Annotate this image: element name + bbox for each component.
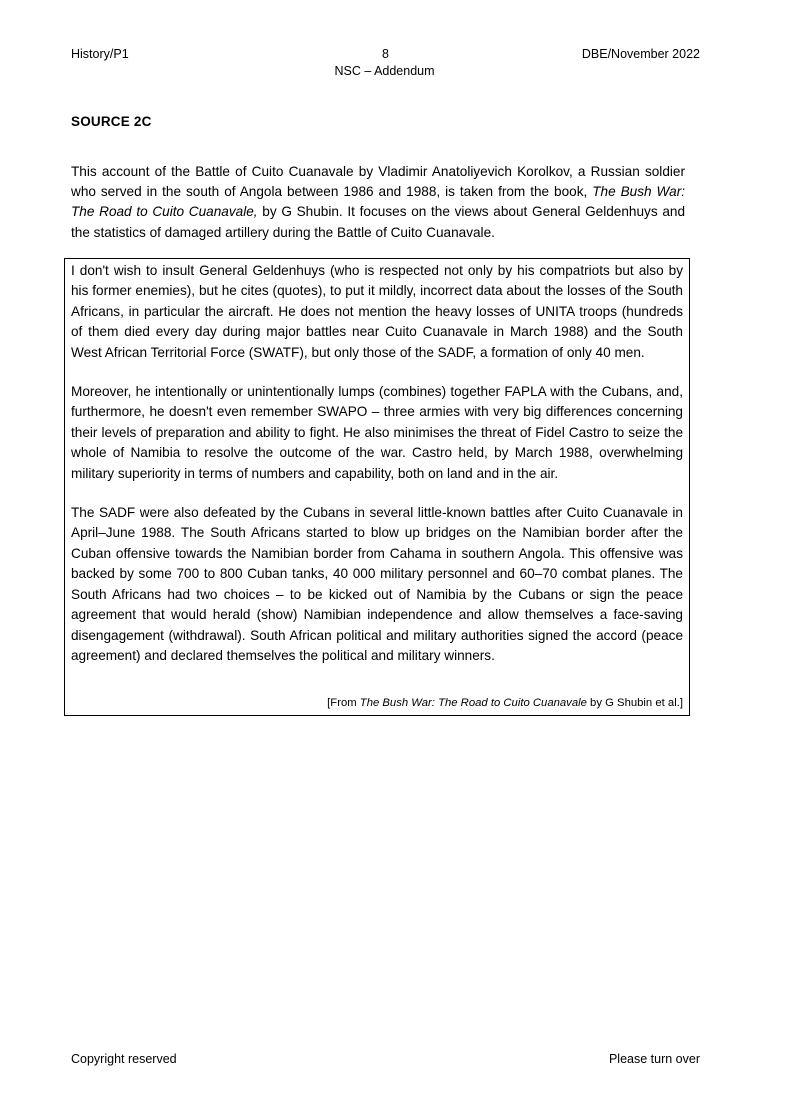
source-intro-paragraph [71,162,685,244]
source-heading: SOURCE 2C [71,114,152,129]
attribution-book-title: The Bush War: The Road to Cuito Cuanavale [359,697,587,709]
source-extract-box [64,258,690,716]
attribution-prefix: [From [327,697,360,709]
header-exam-body-date: DBE/November 2022 [581,47,700,61]
page-footer [71,1050,700,1068]
extract-paragraph-1: I don't wish to insult General Geldenhuys (who is respected not only by his compatriots but also by his former enemies), but he cites (quotes), to put it mildly, incorrect data about the losses of the South Africans, in particular the aircraft. He does not mention the heavy losses of UNITA troops (hundreds of them died every day during major battles near Cuito Cuanavale in March 1988) and the South West African Territorial Force (SWATF), but only those of the SADF, a formation of only 40 men. [71,263,683,360]
intro-text-after-title: by G Shubin. It focuses on the views about General Geldenhuys and the statistics of damaged artillery during the Battle of Cuito Cuanavale. [71,204,685,240]
intro-book-title: The Bush War: The Road to Cuito Cuanavale, [71,184,685,220]
page-header [71,46,700,86]
source-extract-inner [71,261,683,713]
attribution-suffix: by G Shubin et al.] [586,697,683,709]
footer-copyright: Copyright reserved [71,1052,177,1066]
header-subject-paper: History/P1 [71,47,129,61]
header-bottom-row [71,63,700,80]
header-page-number: 8 [382,47,389,61]
source-attribution [327,696,683,711]
footer-turn-over: Please turn over [608,1052,700,1066]
extract-paragraph-2: Moreover, he intentionally or unintentionally lumps (combines) together FAPLA with the Cubans, and, furthermore, he doesn't even remember SWAPO – three armies with very big differences concerning their levels of preparation and ability to fight. He also minimises the threat of Fidel Castro to seize the whole of Namibia to resolve the outcome of the war. Castro held, by March 1988, overwhelming military superiority in terms of numbers and capability, both on land and in the air. [71,384,683,481]
header-document-subtitle: NSC – Addendum [334,64,435,78]
extract-paragraph-3: The SADF were also defeated by the Cubans in several little-known battles after Cuito Cuanavale in April–June 1988. The South Africans started to blow up bridges on the Namibian border after the Cuban offensive towards the Namibian border from Cahama in southern Angola. This offensive was backed by some 700 to 800 Cuban tanks, 40 000 military personnel and 60–70 combat planes. The South Africans had two choices – to be kicked out of Namibia by the Cubans or sign the peace agreement that would herald (show) Namibian independence and allow themselves a face-saving disengagement (withdrawal). South African political and military authorities signed the accord (peace agreement) and declared themselves the political and military winners. [71,505,683,663]
intro-text-before-title: This account of the Battle of Cuito Cuanavale by Vladimir Anatoliyevich Korolkov, a Russian soldier who served in the south of Angola between 1986 and 1988, is taken from the book, [71,163,685,199]
header-top-row [71,46,700,63]
